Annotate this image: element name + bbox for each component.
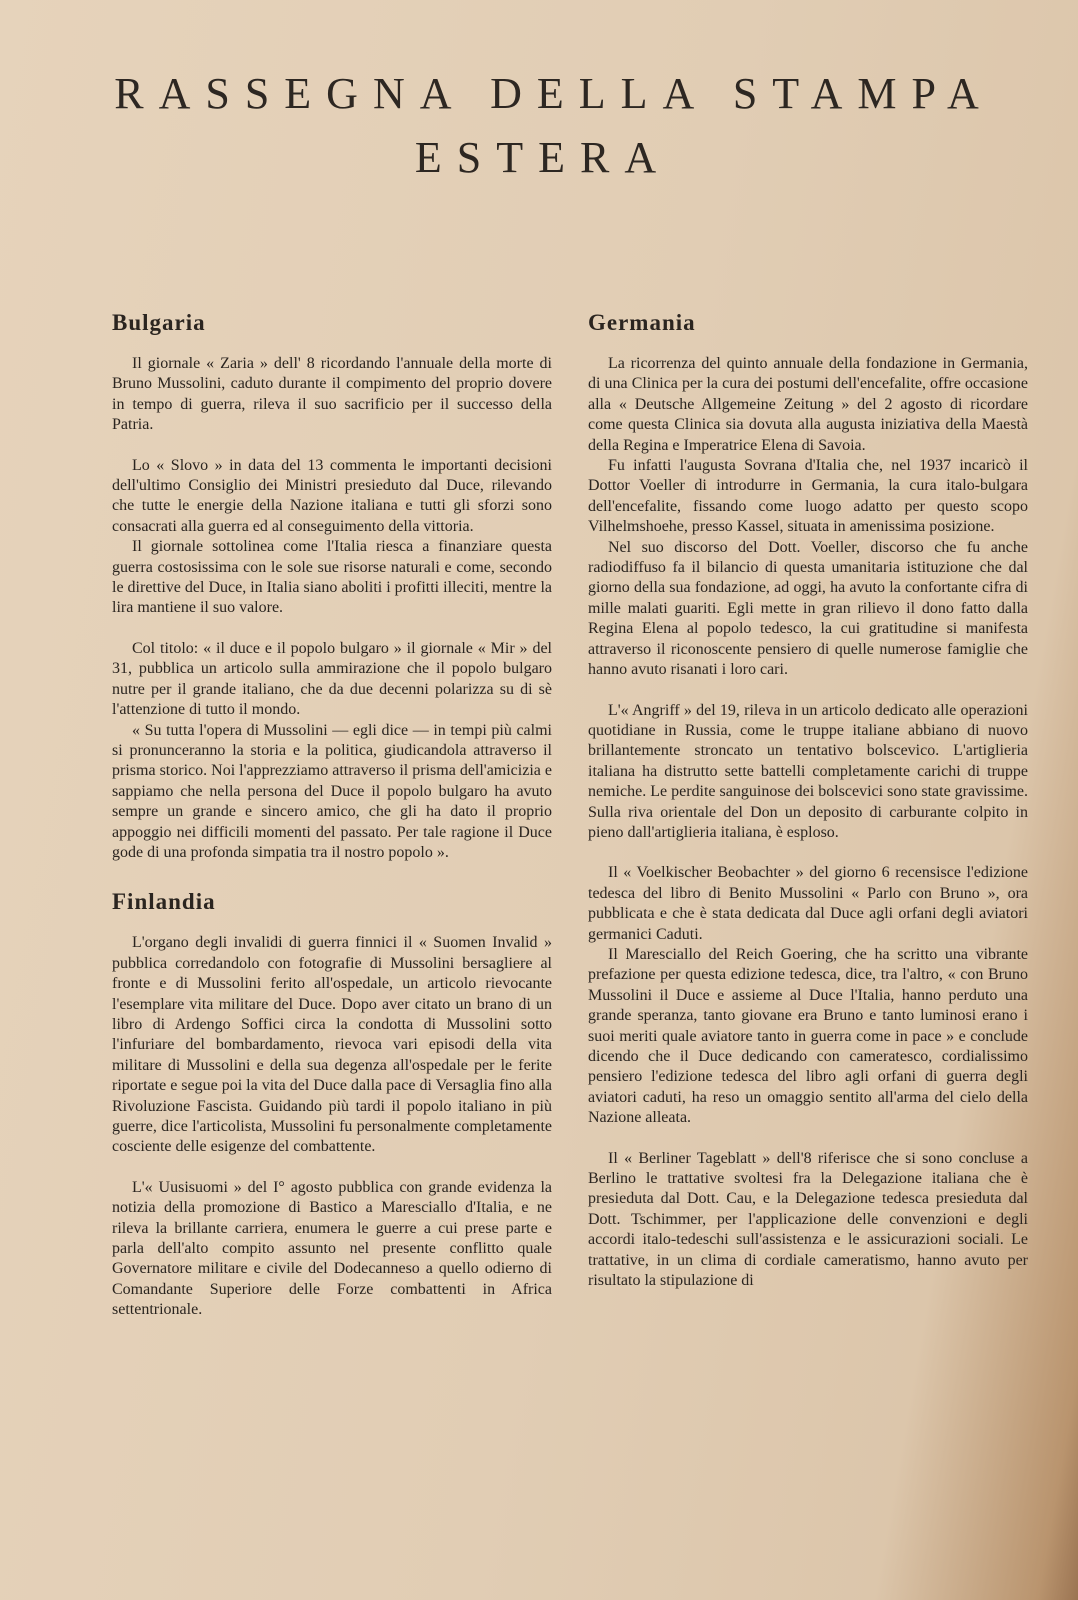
- section-germania: [588, 310, 1028, 1291]
- paragraph: « Su tutta l'opera di Mussolini — egli dice — in tempi più calmi si pronunceranno la storia e la politica, giudicandola attraverso il prisma storico. Noi l'apprezziamo attraverso il prisma dell'amicizia e sappiamo che nella persona del Duce il popolo bulgaro ha avuto sempre un grande e sincero amico, che gli ha dato il proprio appoggio nei difficili momenti del passato. Per tale ragione il Duce gode di una profonda simpatia tra il nostro popolo ».: [112, 721, 552, 861]
- paragraph: Fu infatti l'augusta Sovrana d'Italia che, nel 1937 incaricò il Dottor Voeller di introdurre in Germania, la cura italo-bulgara dell'encefalite, fissando come luogo adatto per questo scopo Vilhelmshoehe, presso Kassel, situata in amenissima posizione.: [588, 457, 1028, 536]
- paragraph: L'organo degli invalidi di guerra finnici il « Suomen Invalid » pubblica corredandolo con fotografie di Mussolini bersagliere al fronte e di Mussolini ferito all'ospedale, un articolo rievocante l'esemplare vita militare del Duce. Dopo aver citato un brano di un libro di Ardengo Soffici circa la condotta di Mussolini sotto l'infuriare del bombardamento, rievoca vari episodi della vita militare di Mussolini e della sua degenza all'ospedale per le ferite riportate e segue poi la vita del Duce dalla pace di Versaglia fino alla Rivoluzione Fascista. Guidando più tardi il popolo italiano in più guerre, dice l'articolista, Mussolini fu personalmente completamente cosciente delle esigenze del combattente.: [112, 934, 552, 1156]
- section-bulgaria: [112, 310, 552, 863]
- right-column: [588, 310, 1028, 1291]
- paragraph: Il giornale « Zaria » dell' 8 ricordando l'annuale della morte di Bruno Mussolini, caduto durante il compimento del proprio dovere in tempo di guerra, rileva il suo sacrificio per il successo della Patria.: [112, 355, 552, 434]
- paragraph: Lo « Slovo » in data del 13 commenta le importanti decisioni dell'ultimo Consiglio dei Ministri presieduto dal Duce, rilevando che tutte le energie della Nazione italiana e tutti gli sforzi sono consacrati alla guerra ed al conseguimento della vittoria.: [112, 456, 552, 535]
- paragraph: L'« Angriff » del 19, rileva in un articolo dedicato alle operazioni quotidiane in Russia, come le truppe italiane abbiano di nuovo brillantemente stroncato un tentativo bolscevico. L'artiglieria italiana ha distrutto sette battelli completamente carichi di truppe nemiche. Le perdite sanguinose dei bolscevici sono state gravissime. Sulla riva orientale del Don un deposito di carburante colpito in pieno dall'artiglieria italiana, è esploso.: [588, 701, 1028, 841]
- section-heading: Finlandia: [112, 889, 216, 915]
- paragraph: L'« Uusisuomi » del I° agosto pubblica con grande evidenza la notizia della promozione di Bastico a Maresciallo d'Italia, e ne rileva la brillante carriera, enumera le guerre a cui prese parte e parla dell'alto compito assunto nel presente conflitto quale Governatore militare e civile del Dodecanneso a quello odierno di Comandante Superiore delle Forze combattenti in Africa settentrionale.: [112, 1178, 552, 1319]
- paragraph: Nel suo discorso del Dott. Voeller, discorso che fu anche radiodiffuso fa il bilancio di questa umanitaria istituzione che dal giorno della sua fondazione, ad oggi, ha avuto la confortante cifra di mille malati guariti. Egli mette in gran rilievo il dono fatto dalla Regina Elena al popolo tedesco, la cui gratitudine si manifesta attraverso il riconoscente pensiero di quelle numerose famiglie che hanno avuto risanati i loro cari.: [588, 538, 1028, 679]
- left-column: [112, 310, 552, 1321]
- section-finlandia: [112, 889, 552, 1320]
- section-heading: Germania: [588, 310, 696, 335]
- paragraph: Il « Voelkischer Beobachter » del giorno 6 recensisce l'edizione tedesca del libro di Benito Mussolini « Parlo con Bruno », ora pubblicata e che è stata dedicata dal Duce agli orfani degli aviatori germanici Caduti.: [588, 864, 1028, 943]
- paragraph: Il giornale sottolinea come l'Italia riesca a finanziare questa guerra costosissima con le sole sue risorse naturali e come, secondo le direttive del Duce, in Italia siano aboliti i profitti illeciti, mentre la lira mantiene il suo valore.: [112, 538, 552, 617]
- paragraph: La ricorrenza del quinto annuale della fondazione in Germania, di una Clinica per la cura dei postumi dell'encefalite, offre occasione alla « Deutsche Allgemeine Zeitung » del 2 agosto di ricordare come questa Clinica sia dovuta alla augusta iniziativa della Maestà della Regina e Imperatrice Elena di Savoia.: [588, 355, 1028, 454]
- paragraph: Il Maresciallo del Reich Goering, che ha scritto una vibrante prefazione per questa edizione tedesca, dice, tra l'altro, « con Bruno Mussolini il Duce e assieme al Duce l'Italia, hanno perduto una grande speranza, tanto giovane era Bruno e tanto luminosi erano i suoi meriti quale aviatore tanto in guerra come in pace » e conclude dicendo che il Duce dedicando con cameratesco, cordialissimo pensiero l'edizione tedesca del libro agli orfani di guerra degli aviatori caduti, ha reso un omaggio sentito all'arma del cielo della Nazione alleata.: [588, 945, 1028, 1127]
- section-heading: Bulgaria: [112, 310, 206, 335]
- paragraph: Col titolo: « il duce e il popolo bulgaro » il giornale « Mir » del 31, pubblica un articolo sulla ammirazione che il popolo bulgaro nutre per il grande italiano, che da due decenni polarizza su di sè l'attenzione di tutto il mondo.: [112, 639, 552, 719]
- paragraph: Il « Berliner Tageblatt » dell'8 riferisce che si sono concluse a Berlino le trattative svoltesi fra la Delegazione italiana che è presieduta dal Dott. Cau, e la Delegazione tedesca presieduta dal Dott. Tschimmer, per l'applicazione delle convenzioni e degli accordi italo-tedeschi sull'assistenza e le assicurazioni sociali. Le trattative, in un clima di cordiale cameratismo, hanno avuto per risultato la stipulazione di: [588, 1149, 1028, 1290]
- page-title-second-line: ESTERA: [414, 133, 672, 182]
- page-title: RASSEGNA DELLA STAMPA: [114, 69, 994, 118]
